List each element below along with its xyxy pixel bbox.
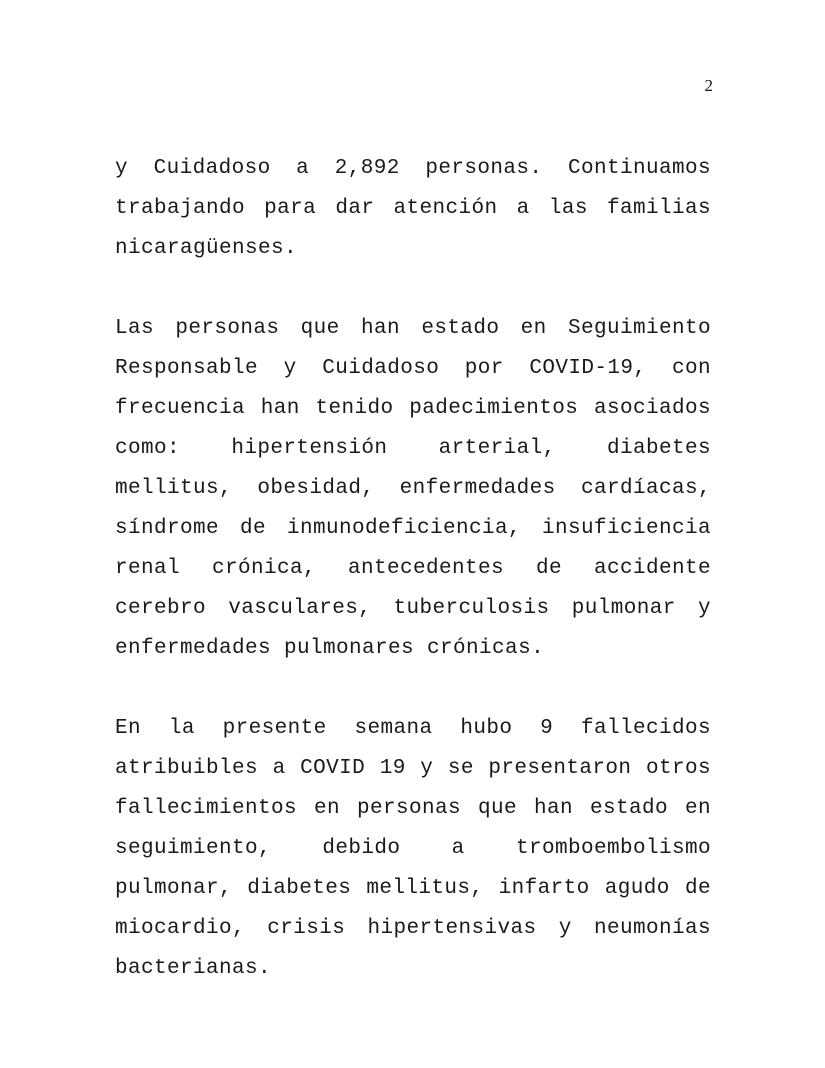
- paragraph-deaths: En la presente semana hubo 9 fallecidos atribuibles a COVID 19 y se presentaron otros fallecimientos en personas que han estado en seguimiento, debido a tromboembolismo pulmonar, diabetes mellitus, infarto agudo de miocardio, crisis hipertensivas y neumonías bacterianas.: [115, 717, 711, 980]
- page-number: 2: [704, 76, 713, 95]
- paragraph-continuation: y Cuidadoso a 2,892 personas. Continuamos trabajando para dar atención a las familias nicaragüenses.: [115, 157, 711, 260]
- document-body: [115, 149, 711, 1029]
- paragraph-comorbidities: Las personas que han estado en Seguimiento Responsable y Cuidadoso por COVID-19, con frecuencia han tenido padecimientos asociados como: hipertensión arterial, diabetes mellitus, obesidad, enfermedades cardíacas, síndrome de inmunodeficiencia, insuficiencia renal crónica, antecedentes de accidente cerebro vasculares, tuberculosis pulmonar y enfermedades pulmonares crónicas.: [115, 317, 711, 660]
